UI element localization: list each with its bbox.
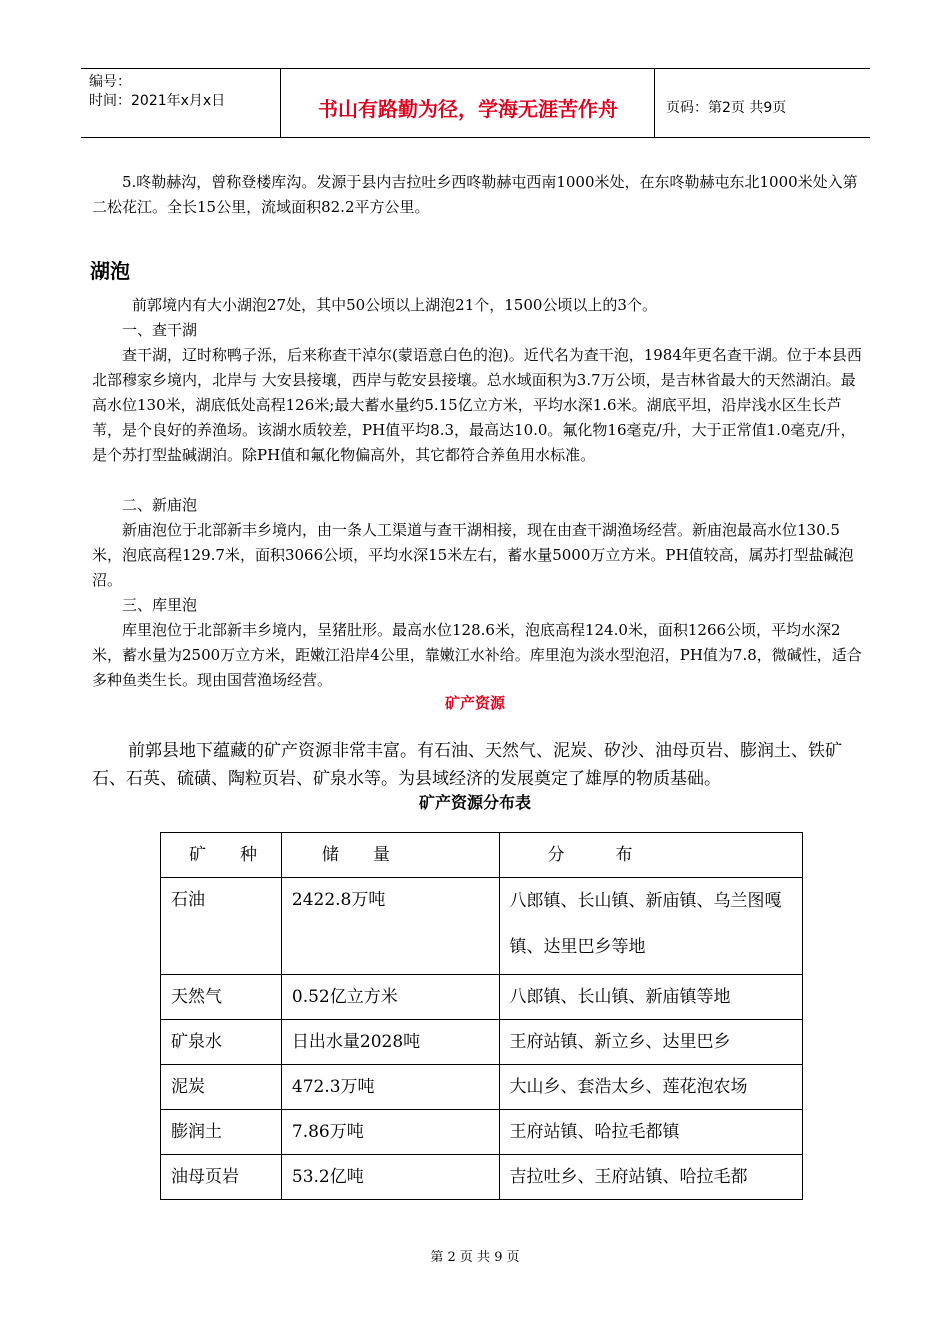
mineral-reserve: 472.3万吨: [281, 1065, 499, 1110]
minerals-heading: 矿产资源: [444, 694, 505, 712]
mineral-name: 油母页岩: [161, 1155, 282, 1200]
mineral-reserve: 53.2亿吨: [281, 1155, 499, 1200]
table-row: [161, 878, 803, 975]
table-row: [161, 1110, 803, 1155]
mineral-name: 膨润土: [161, 1110, 282, 1155]
header-left-cell: [81, 69, 281, 137]
mineral-distribution: 王府站镇、哈拉毛都镇: [499, 1110, 802, 1155]
mineral-reserve: 2422.8万吨: [281, 878, 499, 975]
lake-body-kuli: 库里泡位于北部新丰乡境内，呈猪肚形。最高水位128.6米，泡底高程124.0米，面积1266公顷，平均水深2米，蓄水量为2500万立方米，距嫩江沿岸4公里，靠嫩江水补给。库里泡为淡水型泡沼，PH值为7.8，微碱性，适合多种鱼类生长。现由国营渔场经营。: [92, 621, 862, 689]
mineral-distribution: 王府站镇、新立乡、达里巴乡: [499, 1020, 802, 1065]
mineral-name: 石油: [161, 878, 282, 975]
mineral-reserve: 7.86万吨: [281, 1110, 499, 1155]
column-header-distribution: 分 布: [499, 833, 802, 878]
minerals-table: [160, 832, 803, 1200]
page-header: [81, 68, 870, 138]
table-row: [161, 1020, 803, 1065]
lakes-intro: 前郭境内有大小湖泡27处，其中50公顷以上湖泡21个，1500公顷以上的3个。: [132, 296, 657, 314]
mineral-distribution: 大山乡、套浩太乡、莲花泡农场: [499, 1065, 802, 1110]
lake-title-kuli: 三、库里泡: [122, 596, 198, 614]
column-header-reserve: 储 量: [281, 833, 499, 878]
lake-body-chagan: 查干湖，辽时称鸭子泺，后来称查干淖尔(蒙语意白色的泡)。近代名为查干泡，1984年更名查干湖。位于本县西北部穆家乡境内，北岸与 大安县接壤，西岸与乾安县接壤。总水域面积为3.7万公顷，是吉林省最大的天然湖泊。最高水位130米，湖底低处高程126米;最大蓄水量约5.15亿立方米，平均水深1.6米。湖底平坦，沿岸浅水区生长芦苇，是个良好的养渔场。该湖水质较差，PH值平均8.3，最高达10.0。氟化物16毫克/升，大于正常值1.0毫克/升，是个苏打型盐碱湖泊。除PH值和氟化物偏高外，其它都符合养鱼用水标准。: [92, 346, 862, 464]
mineral-reserve: 日出水量2028吨: [281, 1020, 499, 1065]
lake-title-xinmiao: 二、新庙泡: [122, 496, 198, 514]
minerals-intro: 前郭县地下蕴藏的矿产资源非常丰富。有石油、天然气、泥炭、矽沙、油母页岩、膨润土、铁矿石、石英、硫磺、陶粒页岩、矿泉水等。为县域经济的发展奠定了雄厚的物质基础。: [92, 741, 842, 789]
table-row: [161, 1065, 803, 1110]
lakes-heading: 湖泡: [90, 259, 130, 283]
mineral-reserve: 0.52亿立方米: [281, 975, 499, 1020]
lake-title-chagan: 一、查干湖: [122, 321, 198, 339]
header-page-number: 页码：第2页 共9页: [666, 100, 787, 116]
table-row: [161, 1155, 803, 1200]
header-motto: 书山有路勤为径，学海无涯苦作舟: [282, 69, 655, 137]
column-header-type: 矿 种: [161, 833, 282, 878]
minerals-table-title: 矿产资源分布表: [418, 793, 531, 812]
mineral-distribution: 八郎镇、长山镇、新庙镇、乌兰图嘎镇、达里巴乡等地: [499, 878, 802, 975]
lake-body-xinmiao: 新庙泡位于北部新丰乡境内，由一条人工渠道与查干湖相接，现在由查干湖渔场经营。新庙泡最高水位130.5米，泡底高程129.7米，面积3066公顷，平均水深15米左右，蓄水量5000万立方米。PH值较高，属苏打型盐碱泡沼。: [92, 521, 854, 589]
header-time: 时间：2021年x月x日: [89, 93, 226, 109]
header-number: 编号：: [89, 74, 131, 90]
mineral-distribution: 吉拉吐乡、王府站镇、哈拉毛都: [499, 1155, 802, 1200]
table-header-row: [161, 833, 803, 878]
page-footer: 第 2 页 共 9 页: [430, 1250, 520, 1265]
mineral-name: 天然气: [161, 975, 282, 1020]
mineral-name: 矿泉水: [161, 1020, 282, 1065]
river-paragraph: 5.咚勒赫沟，曾称登楼库沟。发源于县内吉拉吐乡西咚勒赫屯西南1000米处，在东咚勒赫屯东北1000米处入第二松花江。全长15公里，流域面积82.2平方公里。: [92, 173, 858, 216]
table-row: [161, 975, 803, 1020]
mineral-distribution: 八郎镇、长山镇、新庙镇等地: [499, 975, 802, 1020]
mineral-name: 泥炭: [161, 1065, 282, 1110]
